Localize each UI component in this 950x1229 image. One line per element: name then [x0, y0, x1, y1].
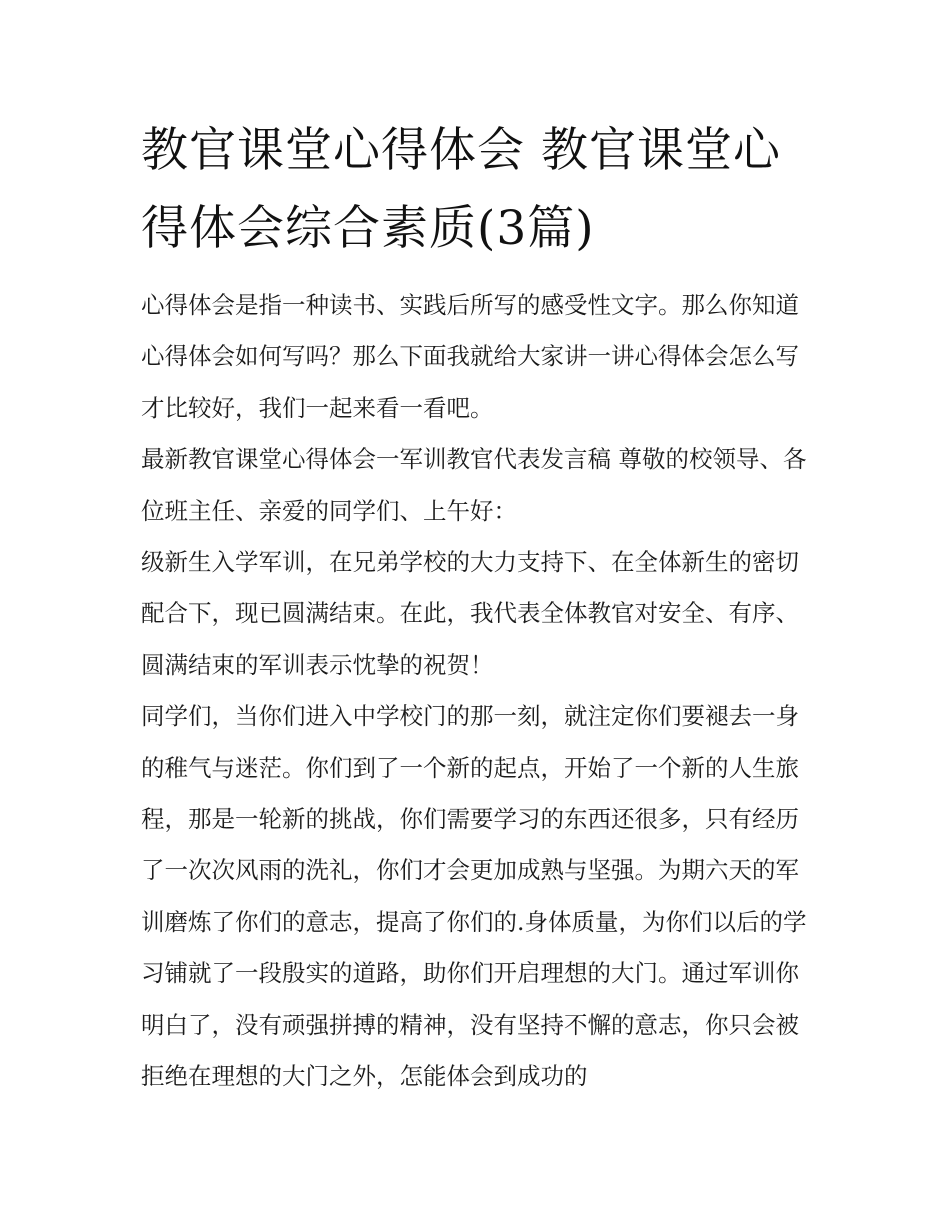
paragraph-intro: 心得体会是指一种读书、实践后所写的感受性文字。那么你知道心得体会如何写吗？那么下面我就给大家讲一讲心得体会怎么写才比较好，我们一起来看一看吧。	[141, 291, 799, 422]
document-title: 教官课堂心得体会 教官课堂心得体会综合素质(3篇)	[141, 123, 781, 256]
paragraph-speech-heading: 最新教官课堂心得体会一军训教官代表发言稿 尊敬的校领导、各位班主任、亲爱的同学们、上午好：	[141, 445, 807, 525]
paragraph-students-address: 同学们，当你们进入中学校门的那一刻，就注定你们要褪去一身的稚气与迷茫。你们到了一个新的起点，开始了一个新的人生旅程，那是一轮新的挑战，你们需要学习的东西还很多，只有经历了一次次风雨的洗礼，你们才会更加成熟与坚强。为期六天的军训磨炼了你们的意志，提高了你们的.身体质量，为你们以后的学习铺就了一段殷实的道路，助你们开启理想的大门。通过军训你明白了，没有顽强拼搏的精神，没有坚持不懈的意志，你只会被拒绝在理想的大门之外，怎能体会到成功的	[141, 702, 807, 1091]
paragraph-training-summary: 级新生入学军训，在兄弟学校的大力支持下、在全体新生的密切配合下，现已圆满结束。在此，我代表全体教官对安全、有序、圆满结束的军训表示忱挚的祝贺！	[141, 548, 799, 679]
document-body	[141, 280, 813, 1103]
